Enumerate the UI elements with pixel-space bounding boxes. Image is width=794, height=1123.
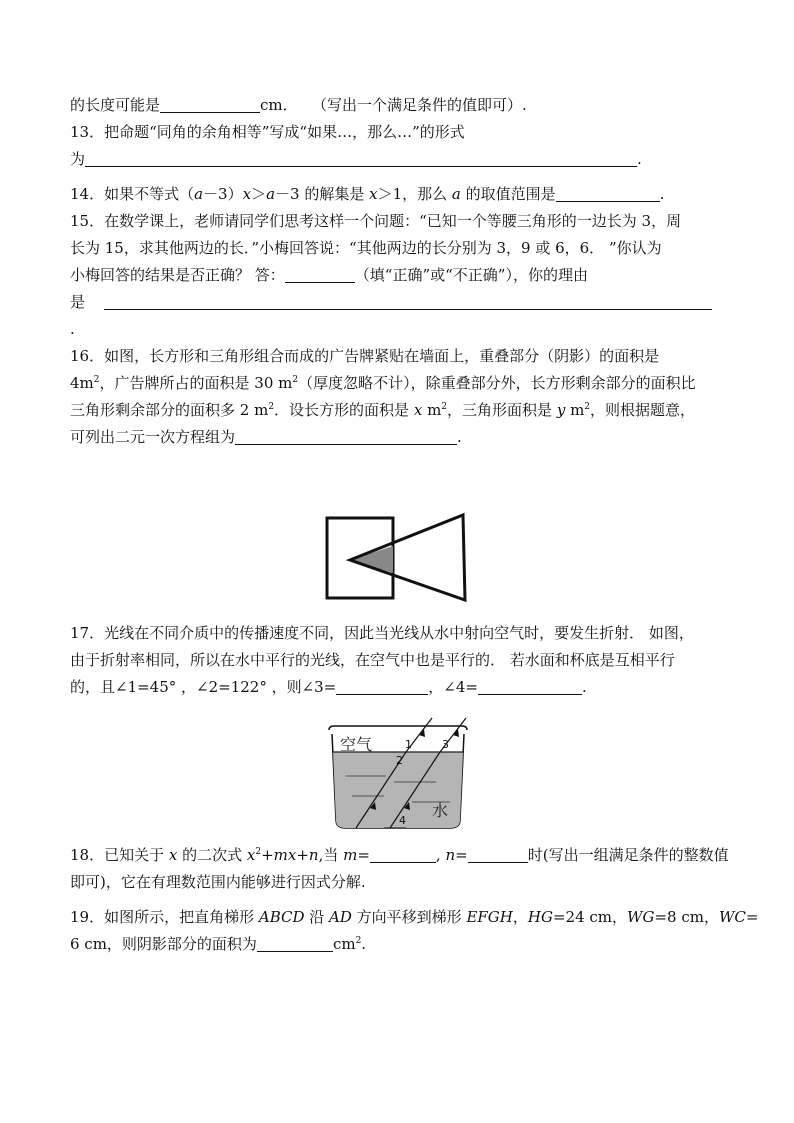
q17-text-3: 的，且∠1=45° ，∠2=122° ，则∠3=	[70, 678, 337, 696]
q16-text: 4m	[70, 374, 94, 392]
q18-text: 的二次式	[177, 846, 247, 864]
q19-var: AD	[329, 908, 352, 926]
q12-note: （写出一个满足条件的值即可）.	[311, 96, 527, 114]
q15-line5	[70, 316, 724, 343]
q19-text: =24 cm，	[552, 908, 628, 926]
q15-line2	[70, 235, 724, 262]
fig-label-angle4: 4	[399, 814, 406, 827]
q17-end: .	[581, 678, 587, 696]
q16-end: .	[457, 428, 462, 446]
beaker-rim	[329, 726, 467, 730]
q16-text: 三角形剩余部分的面积多 2 m	[70, 401, 269, 419]
q14-text-3: ＞	[251, 185, 267, 203]
q16-figure	[320, 512, 470, 604]
q17-figure	[326, 716, 470, 832]
fig-label-angle3: 3	[442, 738, 449, 751]
q18-var-x: x	[168, 846, 178, 864]
q19-text: =8 cm，	[654, 908, 719, 926]
q18-n-blank[interactable]	[468, 846, 528, 863]
q14-text-4: －3 的解集是	[275, 185, 370, 203]
q13-end: .	[637, 150, 642, 168]
q14-answer-blank[interactable]	[556, 185, 660, 202]
q16-answer-blank[interactable]	[235, 428, 457, 445]
q19-answer-blank[interactable]	[257, 935, 333, 952]
q16-var-x: x	[413, 401, 423, 419]
q16-text: 可列出二元一次方程组为	[70, 428, 236, 446]
q14-line	[70, 181, 724, 208]
q18-m-blank[interactable]	[370, 846, 436, 863]
q14-end: .	[659, 185, 665, 203]
q19-line1	[70, 904, 759, 931]
q15-text-1: 15．在数学课上，老师请同学们思考这样一个问题：“已知一个等腰三角形的一边长为 3，周	[70, 212, 682, 230]
q18-var-m: m	[343, 846, 358, 864]
q16-text: ，则根据题意，	[590, 401, 696, 419]
q14-text-2: －3）	[203, 185, 243, 203]
q14-var-x: x	[369, 185, 378, 203]
q19-text: 19．如图所示，把直角梯形	[70, 908, 259, 926]
q12-answer-blank[interactable]	[160, 96, 260, 113]
q16-text: ．设长方形的面积是	[274, 401, 414, 419]
q19-line2	[70, 931, 724, 958]
q19-text: 方向平移到梯形	[351, 908, 467, 926]
q18-line1	[70, 842, 729, 869]
q14-text-1: 14．如果不等式（	[70, 185, 195, 203]
q15-answer-blank[interactable]	[285, 266, 355, 283]
q18-text: =	[357, 846, 370, 864]
q16-text: ，广告牌所占的面积是 30 m	[99, 374, 293, 392]
q15-text-5: 是	[70, 293, 86, 311]
q14-var-x: x	[242, 185, 252, 203]
q19-text: 6 cm，则阴影部分的面积为	[70, 935, 257, 953]
q16-sup: 2	[93, 375, 100, 385]
q16-text: （厚度忽略不计），除重叠部分外，长方形剩余部分的面积比	[298, 374, 696, 392]
q17-text-4: ，∠4=	[428, 678, 478, 696]
q16-line3	[70, 397, 724, 424]
q16-sup: 2	[292, 375, 299, 385]
q15-text-3: 小梅回答的结果是否正确？ 答：	[70, 266, 285, 284]
q16-sup: 2	[584, 402, 591, 412]
q12-prefix: 的长度可能是	[70, 96, 161, 114]
page-content-bottom	[70, 842, 759, 958]
q16-text: ，三角形面积是	[447, 401, 557, 419]
q15-end: .	[70, 320, 75, 338]
q13-text: 13．把命题“同角的余角相等”写成“如果…，那么…”的形式	[70, 123, 465, 141]
q15-text-2: 长为 15，求其他两边的长．”小梅回答说：“其他两边的长分别为 3，9 或 6，6． ”你认为	[70, 239, 662, 257]
q19-text: ，	[512, 908, 528, 926]
q14-var-a: a	[194, 185, 204, 203]
q16-text: m	[422, 401, 442, 419]
q14-text-5: ＞1，那么	[377, 185, 452, 203]
q13-line2	[70, 146, 724, 173]
q19-var: EFGH	[466, 908, 513, 926]
q16-line1	[70, 343, 724, 370]
fig-label-air: 空气	[340, 735, 373, 754]
q19-text: =	[745, 908, 759, 926]
q16-sup: 2	[268, 402, 275, 412]
q19-var: ABCD	[258, 908, 305, 926]
q12-unit: cm．	[260, 96, 298, 114]
q19-text: cm	[332, 935, 356, 953]
q16-var-y: y	[556, 401, 566, 419]
q17-text-1: 17．光线在不同介质中的传播速度不同，因此当光线从水中射向空气时，要发生折射． 如图，	[70, 624, 694, 642]
q18-line2	[70, 869, 724, 896]
q17-angle3-blank[interactable]	[336, 678, 428, 695]
q16-sup: 2	[441, 402, 448, 412]
q16-text: m	[565, 401, 585, 419]
q14-var-a: a	[451, 185, 461, 203]
fig-label-water: 水	[432, 801, 449, 820]
q15-text-4: （填“正确”或“不正确”），你的理由	[354, 266, 588, 284]
q19-end: .	[361, 935, 367, 953]
q19-var: WG	[627, 908, 655, 926]
q15-reason-blank[interactable]	[104, 293, 712, 310]
q14-var-a: a	[266, 185, 276, 203]
q17-line3	[70, 674, 724, 701]
q15-line4	[70, 289, 724, 316]
page-content-lower	[70, 620, 724, 701]
q18-sup: 2	[255, 847, 262, 857]
q19-sup: 2	[355, 936, 362, 946]
fig-label-angle2: 2	[396, 754, 403, 767]
q18-text: 18．已知关于	[70, 846, 169, 864]
q18-text: =	[455, 846, 468, 864]
q13-answer-blank[interactable]	[85, 150, 637, 167]
q18-var-x: x	[246, 846, 256, 864]
page-content	[70, 92, 724, 451]
q15-line3	[70, 262, 724, 289]
q18-text: ,	[435, 846, 441, 864]
q17-text-2: 由于折射率相同，所以在水中平行的光线，在空气中也是平行的． 若水面和杯底是互相平行	[70, 651, 675, 669]
q18-var-n: n	[445, 846, 456, 864]
q13-line1	[70, 119, 724, 146]
q13-prefix: 为	[70, 150, 86, 168]
q16-line4	[70, 424, 724, 451]
q19-text: 沿	[304, 908, 330, 926]
q15-line1	[70, 208, 724, 235]
fig-label-angle1: 1	[405, 738, 412, 751]
q18-text-2: 即可)，它在有理数范围内能够进行因式分解.	[70, 873, 366, 891]
q18-text: 时(写出一组满足条件的整数值	[527, 846, 729, 864]
q14-text-6: 的取值范围是	[460, 185, 556, 203]
q19-var: WC	[718, 908, 746, 926]
q16-text-1: 16．如图，长方形和三角形组合而成的广告牌紧贴在墙面上，重叠部分（阴影）的面积是	[70, 347, 660, 365]
q12-line	[70, 92, 724, 119]
q18-text: ,当	[318, 846, 344, 864]
q19-var: HG	[527, 908, 553, 926]
q16-line2	[70, 370, 724, 397]
q18-expr: +mx+n	[261, 846, 319, 864]
q17-line1	[70, 620, 724, 647]
q17-angle4-blank[interactable]	[478, 678, 582, 695]
q17-line2	[70, 647, 724, 674]
